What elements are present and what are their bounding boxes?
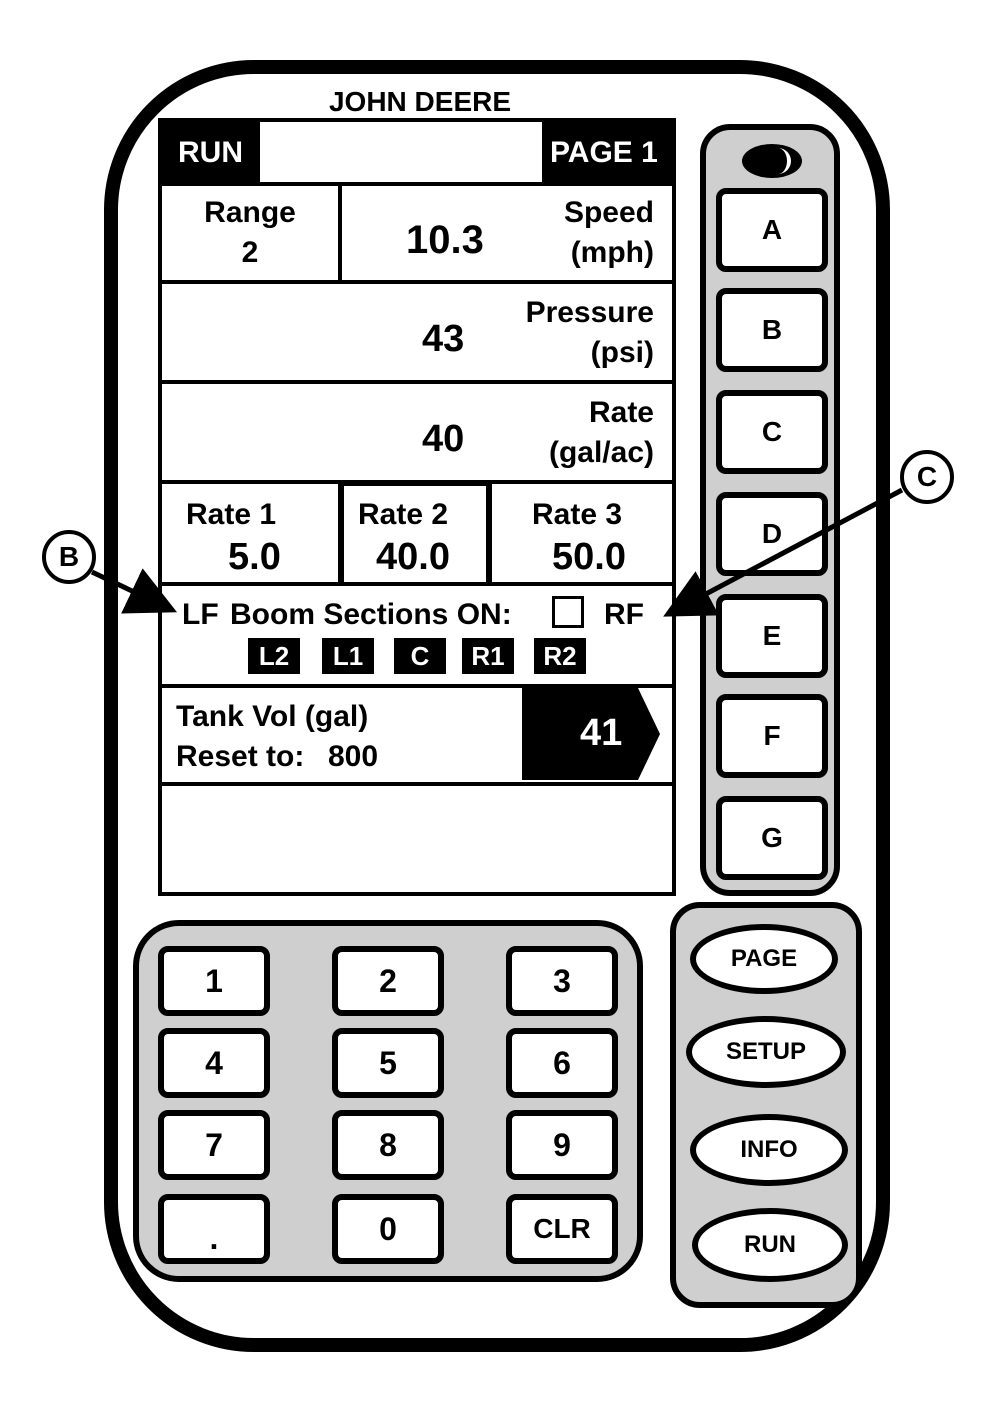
reset-value: 800 xyxy=(328,740,379,773)
softkey-b[interactable]: B xyxy=(716,288,828,372)
boom-section-l1: L1 xyxy=(322,638,374,674)
page-button[interactable]: PAGE xyxy=(690,924,838,994)
range-label: Range xyxy=(204,196,296,229)
rate-1-value: 5.0 xyxy=(228,536,281,578)
key-decimal[interactable]: . xyxy=(158,1194,270,1264)
tank-volume-label: Tank Vol (gal) xyxy=(176,700,369,733)
softkey-c[interactable]: C xyxy=(716,390,828,474)
rate-label: Rate xyxy=(588,396,654,429)
key-5[interactable]: 5 xyxy=(332,1028,444,1098)
rate-value: 40 xyxy=(422,418,465,460)
key-4[interactable]: 4 xyxy=(158,1028,270,1098)
pressure-label: Pressure xyxy=(525,296,654,329)
key-clear[interactable]: CLR xyxy=(506,1194,618,1264)
softkey-g[interactable]: G xyxy=(716,796,828,880)
key-0[interactable]: 0 xyxy=(332,1194,444,1264)
tank-value: 41 xyxy=(580,712,623,754)
speed-value: 10.3 xyxy=(406,218,484,262)
range-value: 2 xyxy=(241,236,259,269)
softkey-d[interactable]: D xyxy=(716,492,828,576)
callout-b: B xyxy=(42,530,96,584)
key-3[interactable]: 3 xyxy=(506,946,618,1016)
softkey-a[interactable]: A xyxy=(716,188,828,272)
boom-sections-label: Boom Sections ON: xyxy=(230,598,512,631)
rate-2-value: 40.0 xyxy=(376,536,450,578)
callout-c: C xyxy=(900,450,954,504)
softkey-e[interactable]: E xyxy=(716,594,828,678)
pressure-unit: (psi) xyxy=(590,336,654,369)
speed-unit: (mph) xyxy=(570,236,654,269)
softkey-f[interactable]: F xyxy=(716,694,828,778)
reset-label: Reset to: xyxy=(176,740,305,773)
key-8[interactable]: 8 xyxy=(332,1110,444,1180)
setup-button[interactable]: SETUP xyxy=(686,1016,846,1088)
key-7[interactable]: 7 xyxy=(158,1110,270,1180)
run-button[interactable]: RUN xyxy=(692,1208,848,1282)
pressure-value: 43 xyxy=(422,318,465,360)
boom-section-c: C xyxy=(394,638,446,674)
rate-1-label: Rate 1 xyxy=(186,498,277,531)
brand-label: JOHN DEERE xyxy=(328,86,512,117)
boom-section-l2: L2 xyxy=(248,638,300,674)
info-button[interactable]: INFO xyxy=(690,1114,848,1186)
boom-section-r1: R1 xyxy=(462,638,514,674)
speed-label: Speed xyxy=(563,196,654,229)
rate-3-value: 50.0 xyxy=(552,536,626,578)
key-2[interactable]: 2 xyxy=(332,946,444,1016)
mode-label: RUN xyxy=(178,136,243,169)
rate-2-label: Rate 2 xyxy=(358,498,449,531)
boom-right-label: RF xyxy=(604,598,644,631)
rate-3-label: Rate 3 xyxy=(532,498,623,531)
boom-left-label: LF xyxy=(182,598,219,631)
page-label: PAGE 1 xyxy=(550,136,658,169)
boom-section-r2: R2 xyxy=(534,638,586,674)
key-1[interactable]: 1 xyxy=(158,946,270,1016)
key-6[interactable]: 6 xyxy=(506,1028,618,1098)
key-9[interactable]: 9 xyxy=(506,1110,618,1180)
rate-unit: (gal/ac) xyxy=(548,436,654,469)
